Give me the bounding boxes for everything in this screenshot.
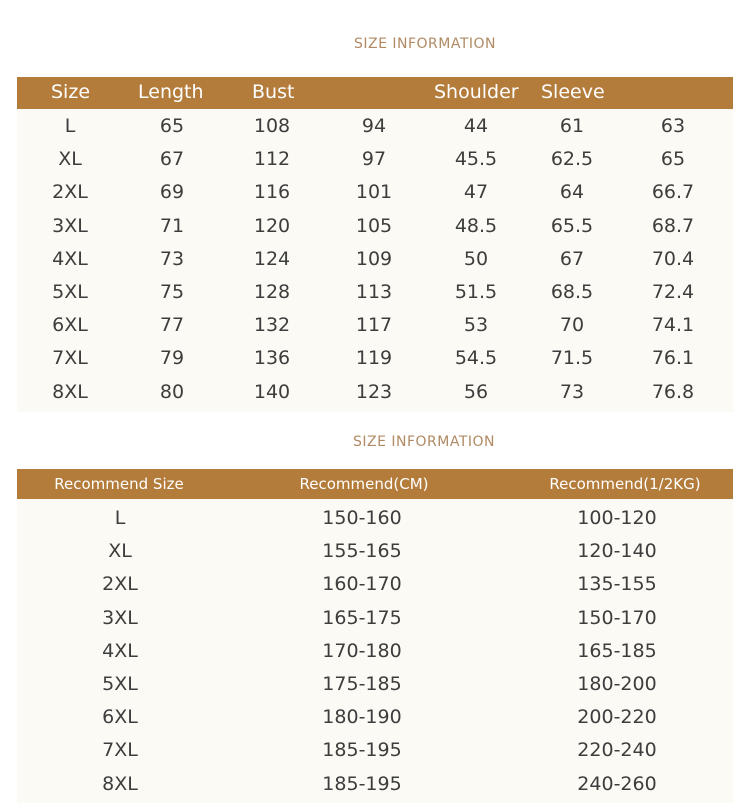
table-cell: 51.5 xyxy=(454,281,498,303)
table-cell: 135-155 xyxy=(577,573,657,596)
table-cell: 220-240 xyxy=(577,739,657,762)
table-cell: 97 xyxy=(361,148,387,171)
size-table-header xyxy=(17,77,733,109)
table-cell: 3XL xyxy=(102,606,138,629)
table-cell: 3XL xyxy=(52,214,88,237)
table-cell: 94 xyxy=(361,115,387,137)
table-cell: 56 xyxy=(463,380,489,403)
table-cell: 63 xyxy=(660,115,686,137)
table-cell: 240-260 xyxy=(577,772,657,795)
table-cell: 5XL xyxy=(102,673,138,695)
table-cell: 8XL xyxy=(52,380,88,403)
table-cell: 120 xyxy=(253,214,291,237)
table-row xyxy=(17,503,733,536)
table-cell: 160-170 xyxy=(322,573,402,596)
table-cell: 108 xyxy=(253,115,291,137)
table-row xyxy=(17,311,733,344)
table-cell: 185-195 xyxy=(322,739,402,762)
table-cell: 72.4 xyxy=(651,281,695,303)
table-cell: 53 xyxy=(463,314,489,337)
table-cell: 2XL xyxy=(102,573,138,596)
table-cell: 2XL xyxy=(52,181,88,204)
table-cell: 79 xyxy=(159,347,185,370)
table-cell: 150-170 xyxy=(577,606,657,629)
table-cell: 69 xyxy=(159,181,185,204)
table-cell: 120-140 xyxy=(577,540,657,563)
table-cell: 155-165 xyxy=(322,540,402,563)
table-cell: 124 xyxy=(253,247,291,270)
header-recommend-cm: Recommend(CM) xyxy=(299,475,429,493)
table-cell: 65 xyxy=(660,148,686,171)
table-cell: 101 xyxy=(355,181,393,204)
header-shoulder: Shoulder xyxy=(434,81,519,103)
table-row xyxy=(17,378,733,411)
table-cell: 68.5 xyxy=(550,281,594,303)
table-row xyxy=(17,702,733,735)
table-cell: 71 xyxy=(159,214,185,237)
table-cell: 71.5 xyxy=(550,347,594,370)
table-cell: 5XL xyxy=(52,281,88,303)
table-row xyxy=(17,636,733,669)
recommend-table-header xyxy=(17,469,733,499)
header-length: Length xyxy=(138,81,204,103)
table-cell: 7XL xyxy=(102,739,138,762)
header-bust: Bust xyxy=(252,81,295,103)
table-row xyxy=(17,536,733,569)
table-row xyxy=(17,569,733,602)
table-cell: 109 xyxy=(355,247,393,270)
table-cell: 73 xyxy=(559,380,585,403)
table-cell: 77 xyxy=(159,314,185,337)
table-row xyxy=(17,735,733,768)
table-cell: 67 xyxy=(559,247,585,270)
table-cell: XL xyxy=(108,540,132,563)
table-cell: 200-220 xyxy=(577,706,657,729)
table-row xyxy=(17,245,733,278)
table-row xyxy=(17,145,733,178)
header-recommend-size: Recommend Size xyxy=(54,475,184,493)
table-cell: 67 xyxy=(159,148,185,171)
header-recommend-kg: Recommend(1/2KG) xyxy=(549,475,701,493)
table-cell: 165-175 xyxy=(322,606,402,629)
table-cell: 175-185 xyxy=(322,673,402,695)
table-cell: 112 xyxy=(253,148,291,171)
table-row xyxy=(17,212,733,245)
size-information-title: SIZE INFORMATION xyxy=(353,36,497,52)
table-cell: 76.8 xyxy=(651,380,695,403)
table-cell: 136 xyxy=(253,347,291,370)
table-cell: 70 xyxy=(559,314,585,337)
table-cell: 105 xyxy=(355,214,393,237)
table-cell: 70.4 xyxy=(651,247,695,270)
table-row xyxy=(17,669,733,702)
recommend-size-table xyxy=(17,469,733,803)
size-measurement-table xyxy=(17,77,733,412)
table-cell: 6XL xyxy=(102,706,138,729)
table-cell: 65 xyxy=(159,115,185,137)
table-row xyxy=(17,344,733,377)
table-cell: 44 xyxy=(463,115,489,137)
table-cell: 74.1 xyxy=(651,314,695,337)
size-information-title-2: SIZE INFORMATION xyxy=(352,434,496,450)
table-cell: 48.5 xyxy=(454,214,498,237)
table-cell: 150-160 xyxy=(322,507,402,529)
table-cell: 119 xyxy=(355,347,393,370)
table-cell: 132 xyxy=(253,314,291,337)
table-cell: 4XL xyxy=(102,639,138,662)
table-cell: 66.7 xyxy=(651,181,695,204)
table-cell: 123 xyxy=(355,380,393,403)
table-cell: 8XL xyxy=(102,772,138,795)
header-sleeve: Sleeve xyxy=(541,81,605,103)
table-row xyxy=(17,769,733,802)
table-cell: 76.1 xyxy=(651,347,695,370)
table-cell: 116 xyxy=(253,181,291,204)
table-cell: 75 xyxy=(159,281,185,303)
table-cell: L xyxy=(114,507,126,529)
table-row xyxy=(17,178,733,211)
table-cell: 68.7 xyxy=(651,214,695,237)
table-cell: 180-190 xyxy=(322,706,402,729)
table-cell: 80 xyxy=(159,380,185,403)
table-cell: 65.5 xyxy=(550,214,594,237)
table-cell: 61 xyxy=(559,115,585,137)
table-cell: XL xyxy=(58,148,82,171)
table-cell: 180-200 xyxy=(577,673,657,695)
table-cell: 73 xyxy=(159,247,185,270)
table-cell: 54.5 xyxy=(454,347,498,370)
table-cell: 140 xyxy=(253,380,291,403)
table-row xyxy=(17,112,733,145)
table-cell: 165-185 xyxy=(577,639,657,662)
table-cell: 7XL xyxy=(52,347,88,370)
table-cell: 185-195 xyxy=(322,772,402,795)
table-row xyxy=(17,603,733,636)
header-size: Size xyxy=(51,81,91,103)
table-cell: 62.5 xyxy=(550,148,594,171)
table-cell: L xyxy=(64,115,76,137)
table-cell: 4XL xyxy=(52,247,88,270)
table-cell: 100-120 xyxy=(577,507,657,529)
table-cell: 113 xyxy=(355,281,393,303)
table-cell: 50 xyxy=(463,247,489,270)
table-cell: 47 xyxy=(463,181,489,204)
table-cell: 170-180 xyxy=(322,639,402,662)
table-cell: 117 xyxy=(355,314,393,337)
table-cell: 64 xyxy=(559,181,585,204)
table-cell: 6XL xyxy=(52,314,88,337)
table-row xyxy=(17,278,733,311)
table-cell: 128 xyxy=(253,281,291,303)
table-cell: 45.5 xyxy=(454,148,498,171)
